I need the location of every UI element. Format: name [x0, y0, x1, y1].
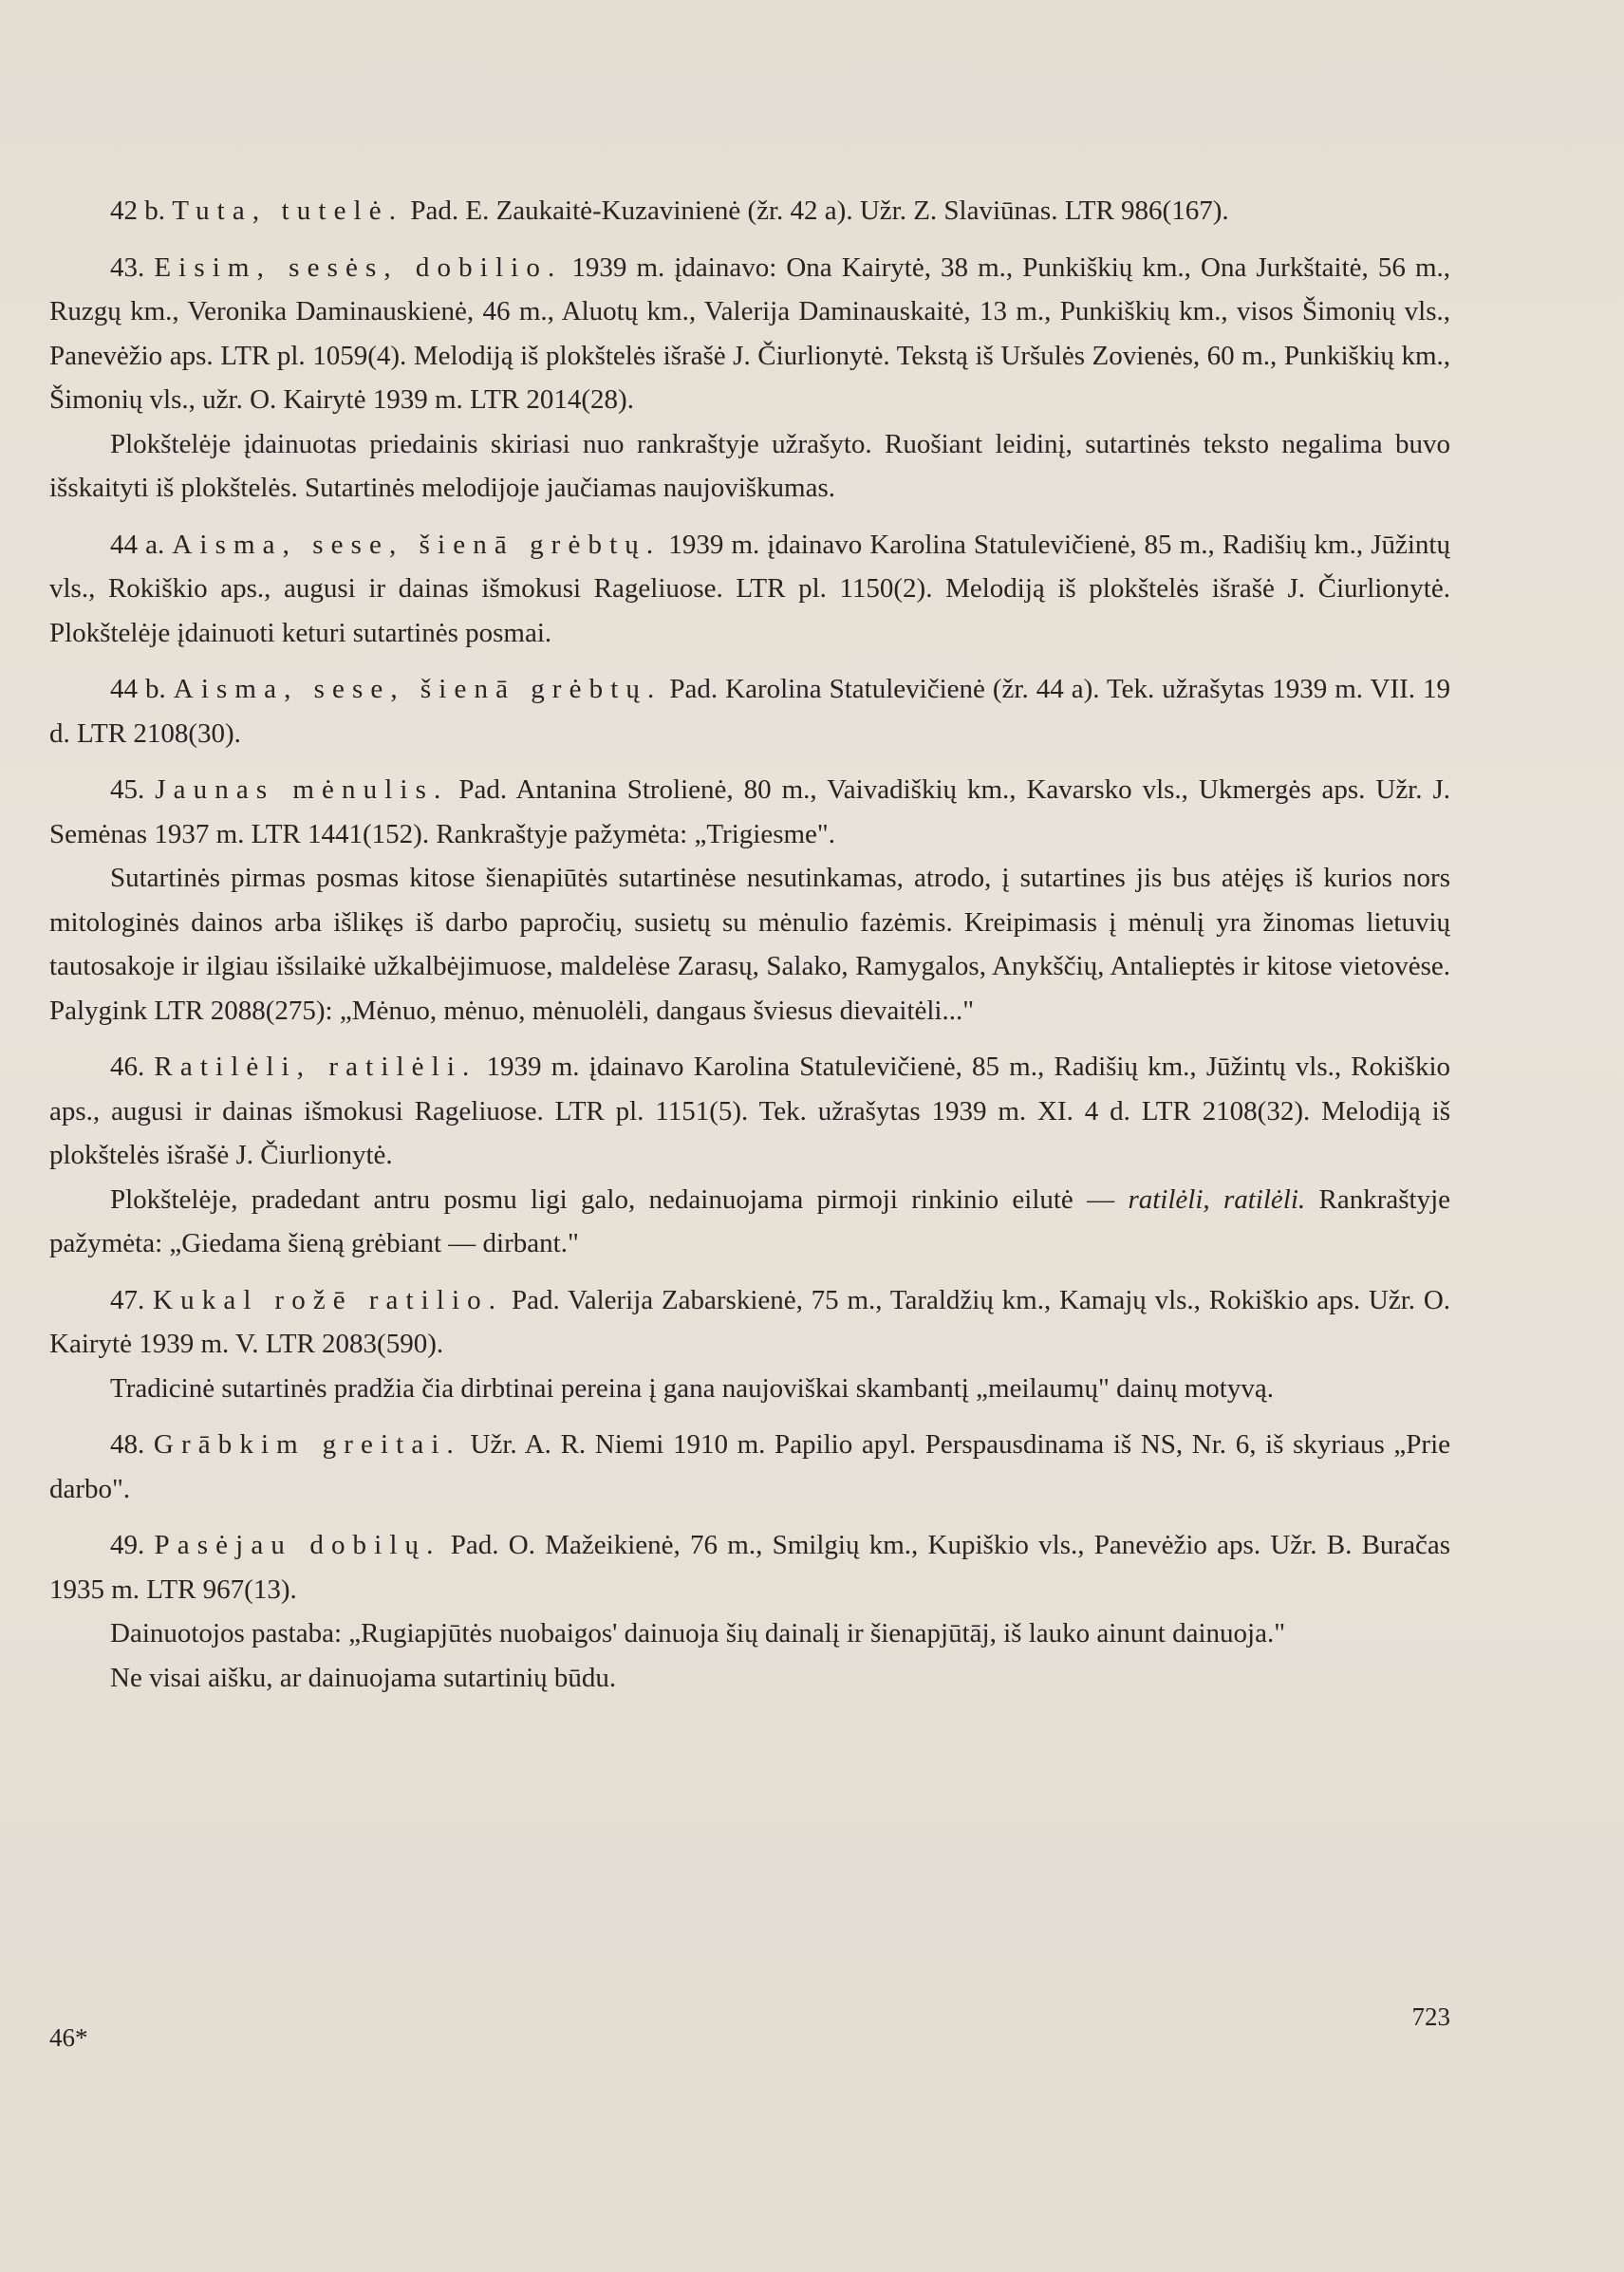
- entry-body: 1939 m. įdainavo: Ona Kairytė, 38 m., Punkiškių km., Ona Jurkštaitė, 56 m., Ruzgų km., Veronika Daminauskienė, 46 m., Aluotų km., Valerija Daminauskaitė, 13 m., Punkiškių km., visos Šimonių vls., Panevėžio aps. LTR pl. 1059(4). Melodiją iš plokštelės išrašė J. Čiurlionytė. Tekstą iš Uršulės Zovienės, 60 m., Punkiškių km., Šimonių vls., užr. O. Kairytė 1939 m. LTR 2014(28).: [49, 251, 1450, 415]
- entry-number: 48.: [110, 1429, 145, 1460]
- entry-title: Aisma, sese, šienā grėbtų.: [173, 674, 663, 704]
- entry-number: 43.: [110, 251, 145, 283]
- entry-number: 47.: [110, 1284, 145, 1315]
- note-text: Rankraštyje pažymėta: „Giedama šieną grėbiant — dirbant.": [49, 1183, 1451, 1258]
- entry-body: Pad. Karolina Statulevičienė (žr. 44 a). Tek. užrašytas 1939 m. VII. 19 d. LTR 2108(30).: [49, 674, 1451, 749]
- entry-title: Grābkim greitai.: [153, 1429, 461, 1460]
- entry-number: 49.: [110, 1530, 145, 1560]
- entry-42b: [49, 189, 1450, 233]
- signature-mark: 46*: [49, 2023, 88, 2052]
- entry-title: Tuta, tutelė.: [172, 196, 404, 226]
- entry-49: [49, 1523, 1450, 1611]
- entry-44b: [49, 667, 1450, 755]
- entry-note: [49, 1178, 1450, 1266]
- note-quote: ratilėli, ratilėli.: [1128, 1183, 1306, 1215]
- entry-title: Aisma, sese, šienā grėbtų.: [172, 529, 662, 560]
- page-number: 723: [1411, 2002, 1450, 2031]
- entry-body: Pad. Valerija Zabarskienė, 75 m., Taraldžių km., Kamajų vls., Rokiškio aps. Užr. O. Kairytė 1939 m. V. LTR 2083(590).: [49, 1284, 1451, 1359]
- entry-46: [49, 1045, 1450, 1178]
- entry-note: Tradicinė sutartinės pradžia čia dirbtinai pereina į gana naujoviškai skambantį „meilaumų" dainų motyvą.: [110, 1372, 1274, 1404]
- entry-title: Ratilėli, ratilėli.: [154, 1052, 477, 1082]
- entry-number: 42 b.: [110, 196, 165, 226]
- entry-45: [49, 768, 1450, 856]
- entry-note: Dainuotojos pastaba: „Rugiapjūtės nuobaigos' dainuoja šių dainalį ir šienapjūtāj, iš lauko ainunt dainuoja.": [110, 1618, 1286, 1648]
- entry-body: Pad. Antanina Strolienė, 80 m., Vaivadiškių km., Kavarsko vls., Ukmergės aps. Užr. J. Semėnas 1937 m. LTR 1441(152). Rankraštyje pažymėta: „Trigiesme".: [49, 774, 1450, 849]
- note-text: Plokštelėje, pradedant antru posmu ligi galo, nedainuojama pirmoji rinkinio eilutė —: [110, 1183, 1129, 1215]
- entry-body: Pad. E. Zaukaitė-Kuzavinienė (žr. 42 a). Užr. Z. Slaviūnas. LTR 986(167).: [403, 196, 1229, 226]
- entry-note: Sutartinės pirmas posmas kitose šienapiūtės sutartinėse nesutinkamas, atrodo, į sutartines jis bus atėjęs iš kurios nors mitologinės dainos arba išlikęs iš darbo papročių, susietų su mėnulio fazėmis. Kreipimasis į mėnulį yra žinomas lietuvių tautosakoje ir ilgiau išsilaikė užkalbėjimuose, maldelėse Zarasų, Salako, Ramygalos, Anykščių, Antalieptės ir kitose vietovėse. Palygink LTR 2088(275): „Mėnuo, mėnuo, mėnuolėli, dangaus šviesus dievaitėli...": [49, 863, 1450, 1026]
- entry-47: [49, 1278, 1450, 1367]
- entry-44a: [49, 523, 1450, 656]
- entry-note: Ne visai aišku, ar dainuojama sutartinių būdu.: [110, 1662, 617, 1693]
- entry-body: 1939 m. įdainavo Karolina Statulevičienė, 85 m., Radišių km., Jūžintų vls., Rokiškio aps., augusi ir dainas išmokusi Rageliuose. LTR pl. 1150(2). Melodiją iš plokštelės išrašė J. Čiurlionytė. Plokštelėje įdainuoti keturi sutartinės posmai.: [49, 529, 1450, 648]
- entry-title: Jaunas mėnulis.: [155, 774, 449, 805]
- entry-number: 44 a.: [110, 529, 165, 560]
- entry-43: [49, 246, 1450, 422]
- entry-note: Plokštelėje įdainuotas priedainis skiriasi nuo rankraštyje užrašyto. Ruošiant leidinį, sutartinės teksto negalima buvo išskaityti iš plokštelės. Sutartinės melodijoje jaučiamas naujoviškumas.: [49, 428, 1450, 503]
- entry-number: 44 b.: [110, 674, 166, 704]
- entry-title: Kukal rožē ratilio.: [153, 1284, 504, 1315]
- commentary-text: [49, 189, 1450, 1700]
- entry-body: Pad. O. Mažeikienė, 76 m., Smilgių km., Kupiškio vls., Panevėžio aps. Užr. B. Buračas 1935 m. LTR 967(13).: [49, 1530, 1450, 1605]
- entry-number: 45.: [110, 774, 145, 805]
- entry-number: 46.: [110, 1052, 145, 1082]
- entry-48: [49, 1423, 1450, 1511]
- entry-body: 1939 m. įdainavo Karolina Statulevičienė, 85 m., Radišių km., Jūžintų vls., Rokiškio aps., augusi ir dainas išmokusi Rageliuose. LTR pl. 1151(5). Tek. užrašytas 1939 m. XI. 4 d. LTR 2108(32). Melodiją iš plokštelės išrašė J. Čiurlionytė.: [49, 1052, 1450, 1170]
- entry-title: Pasėjau dobilų.: [154, 1530, 441, 1560]
- entry-title: Eisim, sesės, dobilio.: [154, 251, 563, 283]
- entry-body: Užr. A. R. Niemi 1910 m. Papilio apyl. Perspausdinama iš NS, Nr. 6, iš skyriaus „Prie darbo".: [49, 1429, 1450, 1504]
